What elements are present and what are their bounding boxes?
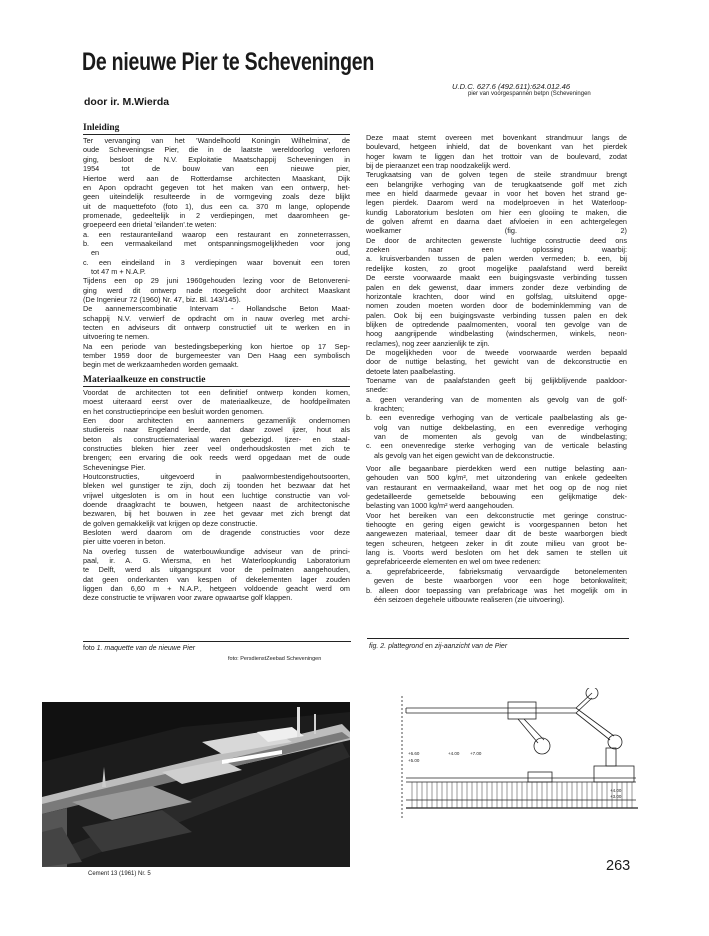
text-line: tiehoogte en gering eigen gewicht is voorgespannen beton het (366, 520, 627, 530)
text-line: pier uitte voeren in beton. (83, 537, 166, 547)
caption-prefix: foto (83, 645, 97, 652)
text-line: geen uiteindelijk resulteerde in de vormgeving zoals deze blijkt (83, 192, 350, 202)
text-line: constructies bleken hier zeer veel onderhoudskosten met zich te (83, 443, 350, 453)
text-line: en Apon opdracht gegeven tot het maken van een ontwerp, het- (83, 182, 350, 192)
caption-rule (367, 638, 629, 639)
text-line: b. een vermaakeiland met ontspanningsmogelijkheden voor jong (83, 238, 350, 248)
text-line: palen en dek gewenst, daar immers zonder deze verbinding de (366, 282, 627, 292)
text-line: één seizoen degehele uitbouwte realiseren (zie uitvoering). (374, 594, 565, 604)
text-line: Een door architecten en aannemers gezamenlijk ondernomen (83, 415, 350, 425)
udc-subtitle: pier van voorgespannen betpn (Scheveningen (468, 91, 591, 97)
journal-reference: Cement 13 (1961) Nr. 5 (88, 871, 151, 877)
text-line: boulevard, hetgeen inhield, dat de bovenkant van het pierdek (366, 142, 627, 152)
maquette-image (42, 702, 350, 867)
text-line: en oud, (91, 248, 350, 258)
caption-text: en (423, 643, 435, 650)
text-line: reclames), nog zeer aanzienlijk te zijn. (366, 338, 490, 348)
text-line: uit de maquettefoto (foto 1), dus een ca. 370 m lange, oplopende (83, 201, 350, 211)
pier-plan-drawing (378, 688, 663, 828)
paragraph (366, 464, 627, 567)
text-line: aangewezen materiaal, temeer daar dit de beste waarborgen biedt (366, 529, 627, 539)
text-line: (De Ingenieur 72 (1960) Nr. 47, biz. Bl. 143/145). (83, 294, 241, 304)
section-heading-inleiding: Inleiding (83, 123, 120, 133)
text-line: groepeerd een drietal 'eilanden'.te weten: (83, 220, 217, 230)
text-line: Na een periode van bestedingsbeperking kon hiertoe op 17 Sep- (83, 341, 350, 351)
text-line: De aannemerscombinatie Intervam - Hollandsche Beton Maat- (83, 304, 350, 314)
text-line: a. geprefabriceerde, fabrieksmatig vervaardigde betonelementen (366, 566, 627, 576)
text-line: 1954 tot de bouw van een nieuwe pier, (83, 164, 350, 174)
text-line: geprefabriceerde elementen en wel om twee redenen: (366, 557, 541, 567)
text-line: paal, ir. A. G. Wiersma, en het Waterloopkundig Laboratorium (83, 556, 350, 566)
text-line: als gevolg van het eigen gewicht van de dekconstructie. (374, 450, 555, 460)
maquette-photo (42, 702, 350, 867)
text-line: kundig Laboratorium besloten om hier een glooiing te maken, die (366, 207, 627, 217)
list (83, 230, 350, 277)
section-rule (83, 386, 350, 387)
text-line: De mogelijkheden voor de tweede voorwaarde werden bepaald (366, 347, 627, 357)
text-line: de golven afremt en daarna daet afvloeien in een achtergelegen (366, 217, 627, 227)
level-label: +7.00 (470, 751, 482, 756)
text-line: blijken de optredende paalmomenten, vooral ten gevolge van de (366, 319, 627, 329)
text-line: hoog aangrijpende windbelasting (windschermen, winkels, neon- (366, 329, 627, 339)
list (366, 395, 627, 460)
list (366, 567, 627, 604)
caption-text: zij-aanzicht van de Pier (434, 643, 508, 650)
text-line: detoete laten paalbelasting. (366, 366, 456, 376)
text-line: lang is. Voorts werd besloten om het dek samen te stellen uit (366, 548, 627, 558)
text-line: c. een onevenredige sterke verhoging van de verticale belasting (366, 441, 627, 451)
text-line: doende draagkracht te bouwen, hetgeen naast de architectonische (83, 500, 350, 509)
text-line: De eerste voorwaarde maakt een buigingsvaste verbinding tussen (366, 273, 627, 283)
text-line: brengen; een ervaring die ook reeds werd opgedaan met de oude (83, 453, 350, 463)
text-line: Voor alle begaanbare pierdekken werd een nuttige belasting aan- (366, 464, 627, 474)
text-line: b. een evenredige verhoging van de verticale paalbelasting als ge- (366, 413, 627, 423)
text-line: belasting van 1000 kg/m² werd aangehouden. (366, 501, 515, 511)
text-line: en het constructieprincipe een besluit worden genomen. (83, 406, 264, 416)
text-line: van de momenten als gevolg van de windbelasting; (374, 432, 627, 441)
text-line: a. kruisverbanden tussen de palen werden vermeden; b. een, bij (366, 254, 627, 264)
text-line: Tijdens een op 29 juni 1960gehouden lezing voor de Betonvereni- (83, 276, 350, 286)
text-line: bezwaren, bij het bouwen in zee het gevaar met zich brengt dat (83, 509, 350, 519)
text-line: Besloten werd daarom om de dragende constructies voor deze (83, 528, 350, 538)
text-line: promenade, gedeeltelijk in 2 verdiepingen, met daaromheen ge- (83, 210, 350, 220)
page-number: 263 (606, 858, 631, 874)
caption-text: 1. maquette van de nieuwe Pier (96, 645, 196, 652)
text-line: liggen dan 6,60 m + N.A.P., hetgeen voldoende geacht werd om (83, 584, 350, 594)
text-line: ging, besloot de N.V. Exploitatie Maatschappij Scheveningen in (83, 154, 350, 164)
text-line: snede: (366, 385, 388, 395)
text-line: horizontale krachten, door wind en golfslag, uitsluitend opge- (366, 291, 627, 301)
text-line: Houtconstructies, uitgevoerd in paalwormbestendigehoutsoorten, (83, 471, 350, 481)
foto1-credit: foto: PersdienstZeebad Scheveningen (228, 656, 322, 662)
text-line: van restaurant en vermaakeiland, waar met het oog op de nog niet (366, 482, 627, 492)
text-line: bleken wel gunstiger te zijn, doch zij toonden het bezwaar dat het (83, 481, 350, 491)
text-line: Scheveningse Pier. (83, 462, 146, 472)
level-label: +4.00 (610, 788, 622, 793)
article-title: De nieuwe Pier te Scheveningen (82, 48, 375, 76)
text-line: De door de architecten gewenste luchtige constructie deed ons (366, 235, 627, 245)
section-rule (83, 134, 350, 135)
udc-code: U.D.C. 627.6 (492.611):624.012.46 (452, 82, 571, 91)
level-label: +5.00 (408, 758, 420, 763)
paragraph (83, 388, 350, 603)
text-line: een belangrijke verhoging van de terugkaatsende golf met zich (366, 179, 627, 189)
left-column (83, 124, 350, 603)
text-line: de golven gemakkelijk vat krijgen op deze constructie. (83, 518, 258, 528)
paragraph (366, 133, 627, 395)
text-line: dat geen onderkanten van kespen of dekelementen lager zouden (83, 574, 350, 584)
text-line: studiereis naar Engeland leerde, dat daar zowel ijzer, hout als (83, 425, 350, 435)
paragraph (83, 276, 350, 369)
text-line: te Delft, werd als uitgangspunt voor de peilmaten aangehouden, (83, 565, 350, 575)
level-label: +6.60 (408, 751, 420, 756)
text-line: tember 1959 door de burgemeester van Den Haag een symbolisch (83, 351, 350, 361)
text-line: mee en hield daarmede gevaar in voor het boven het strand ge- (366, 189, 627, 199)
text-line: a. geen verandering van de momenten als gevolg van de golf- (366, 394, 627, 404)
caption-rule (83, 641, 351, 642)
text-line: deze constructie te vrijwaren voor zware opwaartse golf klappen. (83, 593, 293, 603)
text-line: legen pierdek. Daarom werd na modelproeven in het Waterloop- (366, 198, 627, 208)
level-label: +4.00 (448, 751, 460, 756)
text-line: volg van nuttige dekbelasting, en een evenredige verhoging (374, 422, 627, 432)
level-label: +3.00 (610, 794, 622, 799)
text-line: Voor het bereiken van een dekconstructie met geringe construc- (366, 510, 627, 520)
text-line: Hiertoe werd aan de Rotterdamse architecten Maaskant, Dijk (83, 173, 350, 183)
text-line: door de nuttige belasting, het gewicht van de dekconstructie en (366, 357, 627, 367)
text-line: gedetailleerde gemetselde bebouwing een gelijkmatige dek- (366, 492, 627, 502)
text-line: Deze maat stemt overeen met bovenkant strandmuur langs de (366, 133, 627, 142)
text-line: moest uiteraard eerst over de materiaalkeuze, de hoofdpeilmaten (83, 397, 350, 407)
text-line: redelijke kosten, zo groot mogelijke paalafstand werd bereikt (366, 263, 627, 273)
text-line: beton als constructiemateriaal waren gebezigd. Ijzer- en staal- (83, 434, 350, 444)
paragraph (83, 136, 350, 229)
text-line: Na overleg tussen de waterbouwkundige adviseur van de princi- (83, 546, 350, 556)
text-line: Toename van de paalafstanden geeft bij gelijkblijvende paaldoor- (366, 375, 627, 385)
text-line: nomen zouden moeten worden door de bodeminklemming van de (366, 301, 627, 311)
article-author: door ir. M.Wierda (84, 96, 170, 108)
pier-plan-svg (378, 688, 663, 828)
text-line: Ter vervanging van het 'Wandelhoofd Koningin Wilhelmina', de (83, 136, 350, 146)
text-line: uitvoering te nemen. (83, 332, 150, 342)
text-line: ging werd dit ontwerp nade rtoegelicht door architect Maaskant (83, 285, 350, 295)
text-line: begin met de werkzaamheden worden gemaakt. (83, 360, 239, 370)
text-line: geven de beste waarborgen voor een hoge betonkwaliteit; (374, 576, 627, 586)
text-line: gehouden van 500 kg/m², met uitzondering van enkele gedeelten (366, 473, 627, 483)
text-line: bij de pieraanzet een trap noodzakelijk werd. (366, 161, 511, 171)
text-line: woelkamer (fig. 2) (366, 226, 627, 236)
section-heading-materiaalkeuze: Materiaalkeuze en constructie (83, 374, 206, 385)
text-line: oude Scheveningse Pier, die in de laatste wereldoorlog verloren (83, 145, 350, 155)
text-line: schappij N.V. verwierf de opdracht om in nauw overleg met archi- (83, 313, 350, 323)
text-line: palen. Ook bij een buigingsvaste verbinding tussen palen en dek (366, 310, 627, 320)
text-line: tecten en adviseurs dit ontwerp constructief uit te werken en in (83, 323, 350, 333)
fig2-caption (369, 643, 507, 650)
text-line: krachten; (374, 403, 405, 413)
text-line: a. een restauranteiland waarop een restaurant en zonneterrassen, (83, 229, 350, 239)
text-line: tot 47 m + N.A.P. (91, 266, 146, 276)
text-line: zoeken naar een oplossing waarbij: (366, 245, 627, 255)
text-line: tegen scheuren, hetgeen zeker in dit zoute milieu van groot be- (366, 538, 627, 548)
caption-text: fig. 2. plattegrond (369, 643, 424, 650)
text-line: c. een eindeiland in 3 verdiepingen waar bovenuit een toren (83, 257, 350, 267)
text-line: b. alleen door toepassing van prefabricage was het mogelijk om in (366, 585, 627, 595)
text-line: vrijwel uitgesloten is om in hout een luchtige constructie van vol- (83, 490, 350, 500)
text-line: Voordat de architecten tot een definitief ontwerp konden komen, (83, 387, 350, 397)
foto1-caption (83, 645, 195, 652)
text-line: hoger kwam te liggen dan het trottoir van de boulevard, zodat (366, 151, 627, 161)
right-column (366, 133, 627, 604)
text-line: Terugkaatsing van de golven tegen de steile strandmuur brengt (366, 170, 627, 180)
